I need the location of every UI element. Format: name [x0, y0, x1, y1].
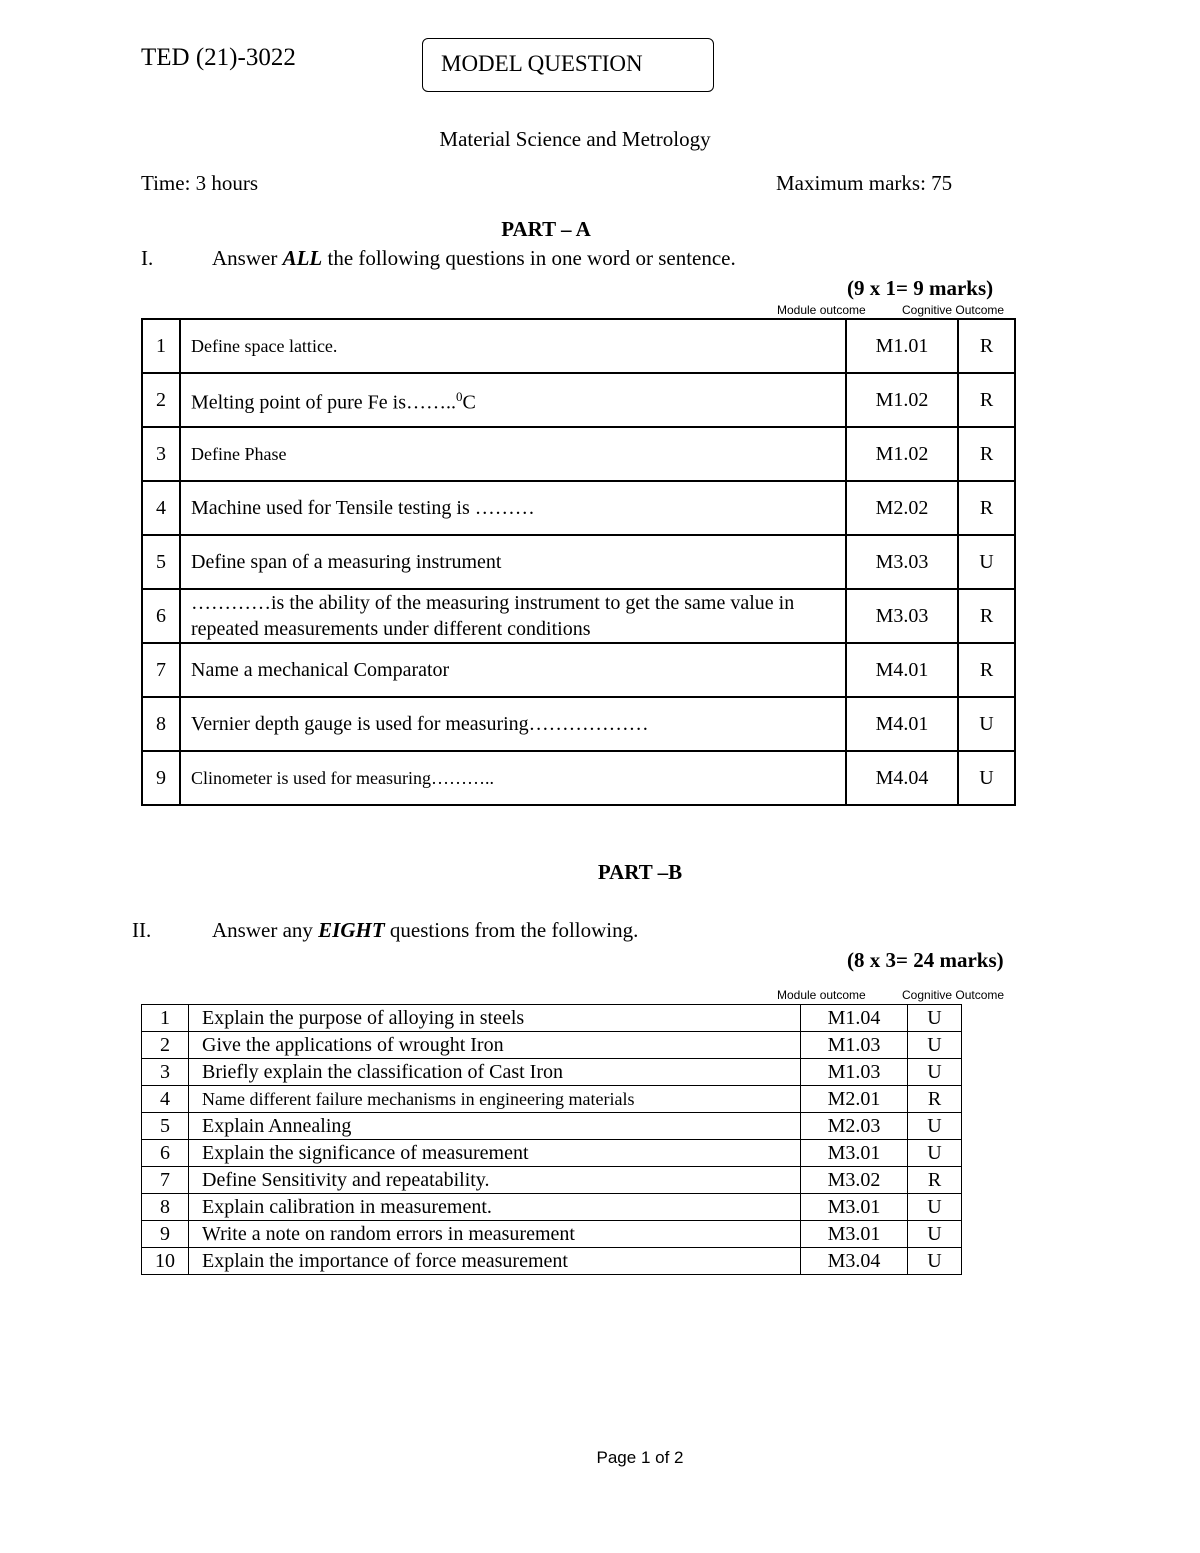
part-b-instruction: Answer any EIGHT questions from the following. [212, 918, 639, 942]
question-text: Define Phase [180, 427, 846, 481]
module-outcome: M4.01 [846, 697, 958, 751]
table-row [142, 1194, 962, 1221]
module-outcome: M1.04 [801, 1005, 908, 1032]
question-text: Vernier depth gauge is used for measuring……………… [180, 697, 846, 751]
part-a-heading: PART – A [501, 217, 591, 241]
module-outcome: M2.01 [801, 1086, 908, 1113]
cognitive-outcome: U [908, 1140, 962, 1167]
cognitive-outcome: R [958, 319, 1015, 373]
question-text: Melting point of pure Fe is……..$^0$C [180, 373, 846, 427]
table-row [142, 751, 1015, 805]
table-row [142, 1248, 962, 1275]
part-b-module-outcome-header: Module outcome [777, 988, 866, 1002]
cognitive-outcome: U [958, 751, 1015, 805]
cognitive-outcome: R [958, 481, 1015, 535]
part-b-table [141, 1004, 962, 1275]
module-outcome: M2.02 [846, 481, 958, 535]
question-number: 9 [142, 751, 180, 805]
question-text: Define space lattice. [180, 319, 846, 373]
table-row [142, 1167, 962, 1194]
cognitive-outcome: U [958, 535, 1015, 589]
cognitive-outcome: U [908, 1221, 962, 1248]
module-outcome: M3.03 [846, 535, 958, 589]
cognitive-outcome: U [908, 1059, 962, 1086]
table-row [142, 373, 1015, 427]
module-outcome: M1.03 [801, 1059, 908, 1086]
module-outcome: M4.01 [846, 643, 958, 697]
cognitive-outcome: U [908, 1248, 962, 1275]
question-text: Briefly explain the classification of Cast Iron [189, 1059, 801, 1086]
question-number: 2 [142, 373, 180, 427]
question-number: 8 [142, 1194, 189, 1221]
module-outcome: M3.01 [801, 1140, 908, 1167]
module-outcome: M1.02 [846, 373, 958, 427]
table-row [142, 427, 1015, 481]
module-outcome: M3.03 [846, 589, 958, 643]
table-row [142, 1086, 962, 1113]
question-number: 6 [142, 1140, 189, 1167]
module-outcome: M2.03 [801, 1113, 908, 1140]
module-outcome: M1.01 [846, 319, 958, 373]
cognitive-outcome: R [908, 1086, 962, 1113]
subject-title: Material Science and Metrology [439, 127, 711, 151]
question-text: Define Sensitivity and repeatability. [189, 1167, 801, 1194]
question-number: 3 [142, 1059, 189, 1086]
table-row [142, 1113, 962, 1140]
table-row [142, 697, 1015, 751]
question-number: 7 [142, 643, 180, 697]
question-number: 5 [142, 535, 180, 589]
module-outcome: M1.02 [846, 427, 958, 481]
part-a-cognitive-outcome-header: Cognitive Outcome [902, 303, 1005, 317]
part-b-cognitive-outcome-header: Cognitive Outcome [902, 988, 1005, 1002]
question-text: Explain the purpose of alloying in steels [189, 1005, 801, 1032]
question-number: 1 [142, 319, 180, 373]
question-number: 8 [142, 697, 180, 751]
question-number: 7 [142, 1167, 189, 1194]
model-question-label: MODEL QUESTION [441, 51, 643, 76]
cognitive-outcome: R [958, 589, 1015, 643]
question-text: Define span of a measuring instrument [180, 535, 846, 589]
table-row [142, 481, 1015, 535]
cognitive-outcome: R [958, 643, 1015, 697]
question-text: …………is the ability of the measuring instrument to get the same value in repeated measurements under different conditions [180, 589, 846, 643]
module-outcome: M3.02 [801, 1167, 908, 1194]
part-a-marks: (9 x 1= 9 marks) [847, 276, 994, 300]
module-outcome: M4.04 [846, 751, 958, 805]
part-a-module-outcome-header: Module outcome [777, 303, 866, 317]
question-number: 9 [142, 1221, 189, 1248]
cognitive-outcome: R [958, 373, 1015, 427]
cognitive-outcome: R [958, 427, 1015, 481]
part-a-instruction: Answer ALL the following questions in one word or sentence. [212, 246, 736, 270]
cognitive-outcome: U [908, 1005, 962, 1032]
question-number: 4 [142, 1086, 189, 1113]
time-allowed: Time: 3 hours [141, 171, 259, 195]
part-a-number: I. [141, 246, 154, 270]
module-outcome: M3.04 [801, 1248, 908, 1275]
question-number: 6 [142, 589, 180, 643]
question-text: Clinometer is used for measuring……….. [180, 751, 846, 805]
question-text: Explain the importance of force measurement [189, 1248, 801, 1275]
question-number: 5 [142, 1113, 189, 1140]
table-row [142, 643, 1015, 697]
question-number: 3 [142, 427, 180, 481]
cognitive-outcome: U [958, 697, 1015, 751]
question-text: Explain calibration in measurement. [189, 1194, 801, 1221]
table-row [142, 319, 1015, 373]
question-text: Explain Annealing [189, 1113, 801, 1140]
table-row [142, 1032, 962, 1059]
question-number: 1 [142, 1005, 189, 1032]
page-number: Page 1 of 2 [596, 1448, 684, 1467]
question-number: 4 [142, 481, 180, 535]
module-outcome: M3.01 [801, 1221, 908, 1248]
question-text: Name a mechanical Comparator [180, 643, 846, 697]
table-row [142, 1140, 962, 1167]
part-b-marks: (8 x 3= 24 marks) [847, 948, 1004, 972]
cognitive-outcome: R [908, 1167, 962, 1194]
question-text: Name different failure mechanisms in engineering materials [189, 1086, 801, 1113]
table-row [142, 1005, 962, 1032]
module-outcome: M3.01 [801, 1194, 908, 1221]
table-row [142, 1221, 962, 1248]
question-text: Explain the significance of measurement [189, 1140, 801, 1167]
table-row [142, 535, 1015, 589]
cognitive-outcome: U [908, 1113, 962, 1140]
part-a-table [141, 318, 1016, 806]
part-b-heading: PART –B [597, 860, 683, 884]
question-text: Machine used for Tensile testing is ……… [180, 481, 846, 535]
question-text: Write a note on random errors in measurement [189, 1221, 801, 1248]
module-outcome: M1.03 [801, 1032, 908, 1059]
table-row [142, 1059, 962, 1086]
part-b-number: II. [132, 918, 152, 942]
question-number: 2 [142, 1032, 189, 1059]
cognitive-outcome: U [908, 1194, 962, 1221]
cognitive-outcome: U [908, 1032, 962, 1059]
question-text: Give the applications of wrought Iron [189, 1032, 801, 1059]
table-row [142, 589, 1015, 643]
question-code: TED (21)-3022 [141, 44, 296, 71]
maximum-marks: Maximum marks: 75 [776, 171, 953, 195]
question-number: 10 [142, 1248, 189, 1275]
